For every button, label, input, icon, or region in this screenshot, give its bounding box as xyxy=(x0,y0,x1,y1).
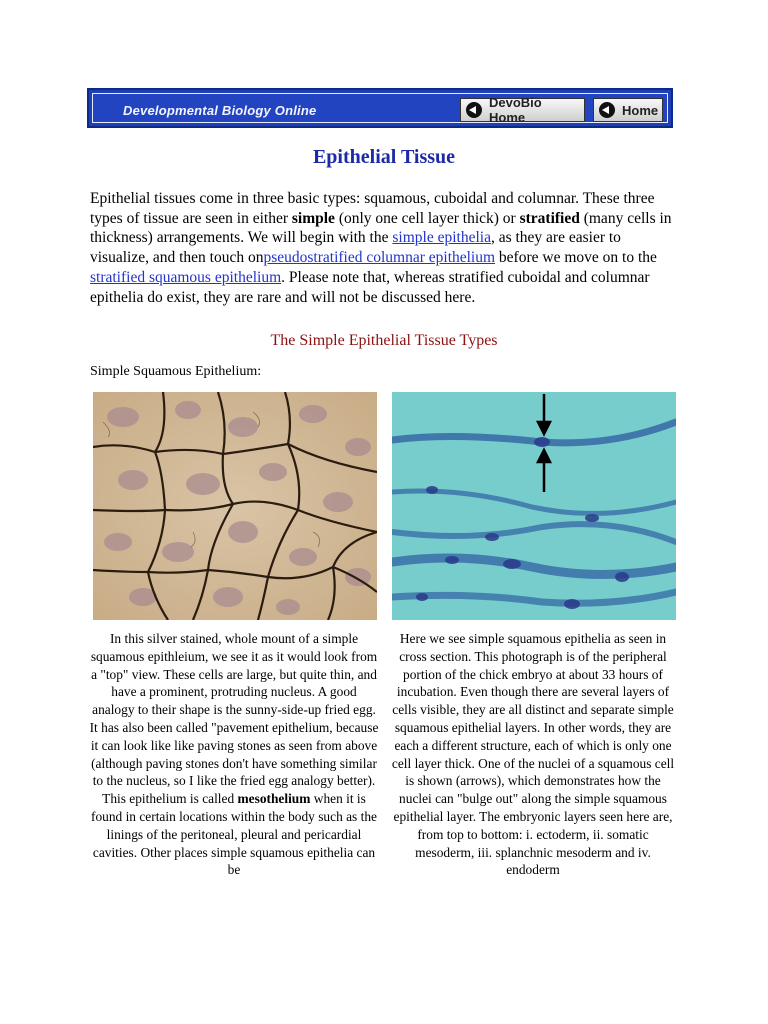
intro-text-4: , as they are easier to visualize, and then touch on xyxy=(90,229,621,267)
intro-text-6: . Please note that, whereas stratified cuboidal and columnar epithelia do exist, they are rare and will not be discussed here. xyxy=(90,268,650,306)
page-title: Epithelial Tissue xyxy=(312,146,456,168)
simple-term: simple xyxy=(291,209,335,227)
left-caption-part1: In this silver stained, whole mount of a simple squamous epithleium, we see it as it would look from a "top" view. These cells are large, but quite thin, and have a prominent, protruding nucleus. A good analogy to their shape is the sunny-side-up fried egg. It has also been called "pavement epithelium, because it can look like like paving stones as seen from above (although paving stones don't have something similar to the nucleus, so I like the fried egg analogy better). This epithelium is called xyxy=(89,631,379,807)
intro-paragraph xyxy=(90,189,680,307)
home-button[interactable] xyxy=(593,98,663,122)
simple-epithelia-link[interactable]: simple epithelia xyxy=(392,229,491,247)
cross-section-micrograph xyxy=(392,392,676,620)
mesothelium-term: mesothelium xyxy=(237,791,311,807)
left-caption xyxy=(89,630,379,879)
devobio-home-button[interactable] xyxy=(460,95,585,125)
section-heading: The Simple Epithelial Tissue Types xyxy=(270,332,498,349)
intro-text-1: Epithelial tissues come in three basic types: squamous, cuboidal and columnar. These three types of tissue are seen in either xyxy=(90,190,655,227)
left-caption-part2: when it is found in certain locations within the body such as the linings of the peritoneal, pleural and pericardial cavities. Other places simple squamous epithelia can be xyxy=(91,791,377,878)
intro-text-2: (only one cell layer thick) or xyxy=(334,209,520,227)
back-arrow-icon xyxy=(599,102,615,118)
pseudostratified-link[interactable]: pseudostratified columnar epithelium xyxy=(263,249,496,267)
stratified-squamous-link[interactable]: stratified squamous epithelium xyxy=(90,268,282,286)
banner-inner-frame xyxy=(92,93,668,123)
back-arrow-icon xyxy=(466,102,482,118)
intro-text-3: (many cells in thickness) arrangements. We will begin with the xyxy=(90,209,672,247)
silver-stain-micrograph xyxy=(93,392,377,620)
right-caption: Here we see simple squamous epithelia as seen in cross section. This photograph is of the peripheral portion of the chick embryo at about 33 hours of incubation. Even though there are several layers of cells visible, they are all distinct and separate simple squamous epithelial layers. In other words, they are each a different structure, each of which is only one cell layer thick. One of the nuclei of a squamous cell is shown (arrows), which demonstrates how the nuclei can "bulge out" along the simple squamous epithelial layer. The embryonic layers seen here are, from top to bottom: i. ectoderm, ii. somatic mesoderm, iii. splanchnic mesoderm and iv. endoderm xyxy=(391,631,675,878)
intro-text-5: before we move on to the xyxy=(495,249,657,267)
stratified-term: stratified xyxy=(519,209,580,227)
home-label: Home xyxy=(622,102,659,118)
devobio-home-label: DevoBio Home xyxy=(489,95,542,125)
subsection-label: Simple Squamous Epithelium: xyxy=(90,364,262,379)
site-name: Developmental Biology Online xyxy=(123,103,317,118)
site-banner xyxy=(87,88,673,128)
